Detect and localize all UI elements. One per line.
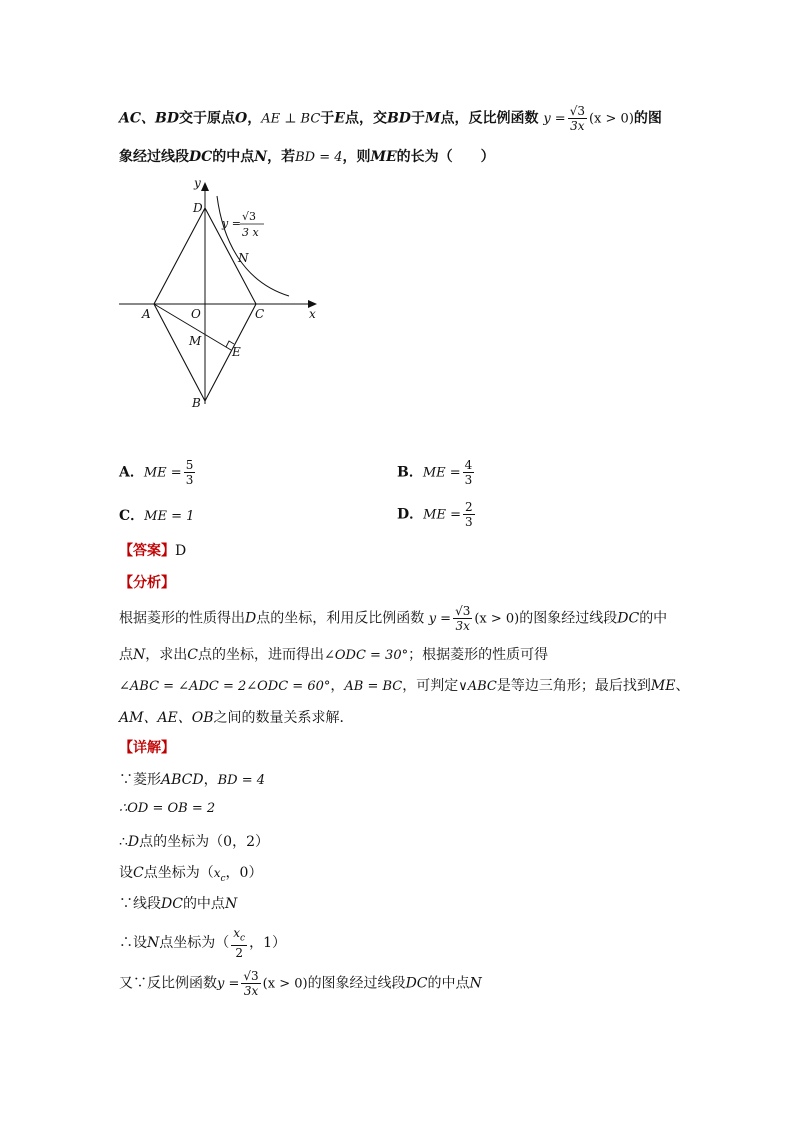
label-o: O [191,307,201,321]
label-a: A [142,307,151,321]
option-b[interactable]: B．ME = $\frac{4}{3}$ [397,458,473,487]
detail-line-3: ∴D点的坐标为（0，2） [119,834,269,850]
label-n: N [238,251,249,265]
y-axis-arrow [201,182,209,191]
answer-tag: 【答案】 [119,543,175,559]
rhombus-figure [114,172,324,412]
label-y: y [194,176,201,190]
detail-line-4: 设C点坐标为（$x_c$，0） [119,865,263,884]
option-c[interactable]: C．ME = 1 [119,508,195,524]
analysis-line-2: 点N，求出C点的坐标，进而得出∠ODC = 30°；根据菱形的性质可得 [119,647,549,663]
detail-tag: 【详解】 [119,740,175,756]
answer-value: D [175,543,187,559]
detail-line-6: ∴设N点坐标为（ $\frac{x_c}{2}$ ，1） [119,926,286,961]
label-c: C [255,307,265,321]
label-b: B [192,396,201,410]
label-m: M [189,334,202,348]
answer-line [119,540,186,560]
analysis-tag-line [119,572,175,592]
analysis-line-4: AM、AE、OB之间的数量关系求解． [119,710,354,726]
label-d: D [193,201,203,215]
detail-line-2: ∴OD = OB = 2 [119,801,216,816]
label-x: x [309,307,316,321]
option-d[interactable]: D．ME = $\frac{2}{3}$ [397,500,473,529]
curve-label-y: y = [222,217,241,230]
curve-label-num: √3 [242,210,257,223]
detail-line-1: ∵菱形ABCD，BD = 4 [119,772,266,788]
analysis-tag: 【分析】 [119,575,175,591]
detail-tag-line [119,737,175,757]
option-a[interactable]: A．ME = $\frac{5}{3}$ [119,458,194,487]
label-e: E [232,345,241,359]
question-line-1: AC、BD交于原点O，AE ⊥ BC于E点，交BD于M点，反比例函数 y = $\frac{√3}{3x}$ (x > 0)的图 [119,104,662,133]
detail-line-5: ∵线段DC的中点N [119,896,238,912]
curve-label-den: 3 x [242,226,259,239]
detail-line-7: 又∵反比例函数y = $\frac{√3}{3x}$ (x > 0)的图象经过线段DC的中点N [119,969,482,998]
function-fraction: $\frac{√3}{3x}$ [569,104,585,133]
question-line-2: 象经过线段DC的中点N，若BD = 4，则ME的长为（ ） [119,149,495,165]
analysis-line-3: ∠ABC = ∠ADC = 2∠ODC = 60°，AB = BC，可判定∨ABC是等边三角形；最后找到ME、 [119,678,690,694]
analysis-line-1: 根据菱形的性质得出D点的坐标，利用反比例函数 y = $\frac{√3}{3x}$ (x > 0)的图象经过线段DC的中 [119,604,668,633]
